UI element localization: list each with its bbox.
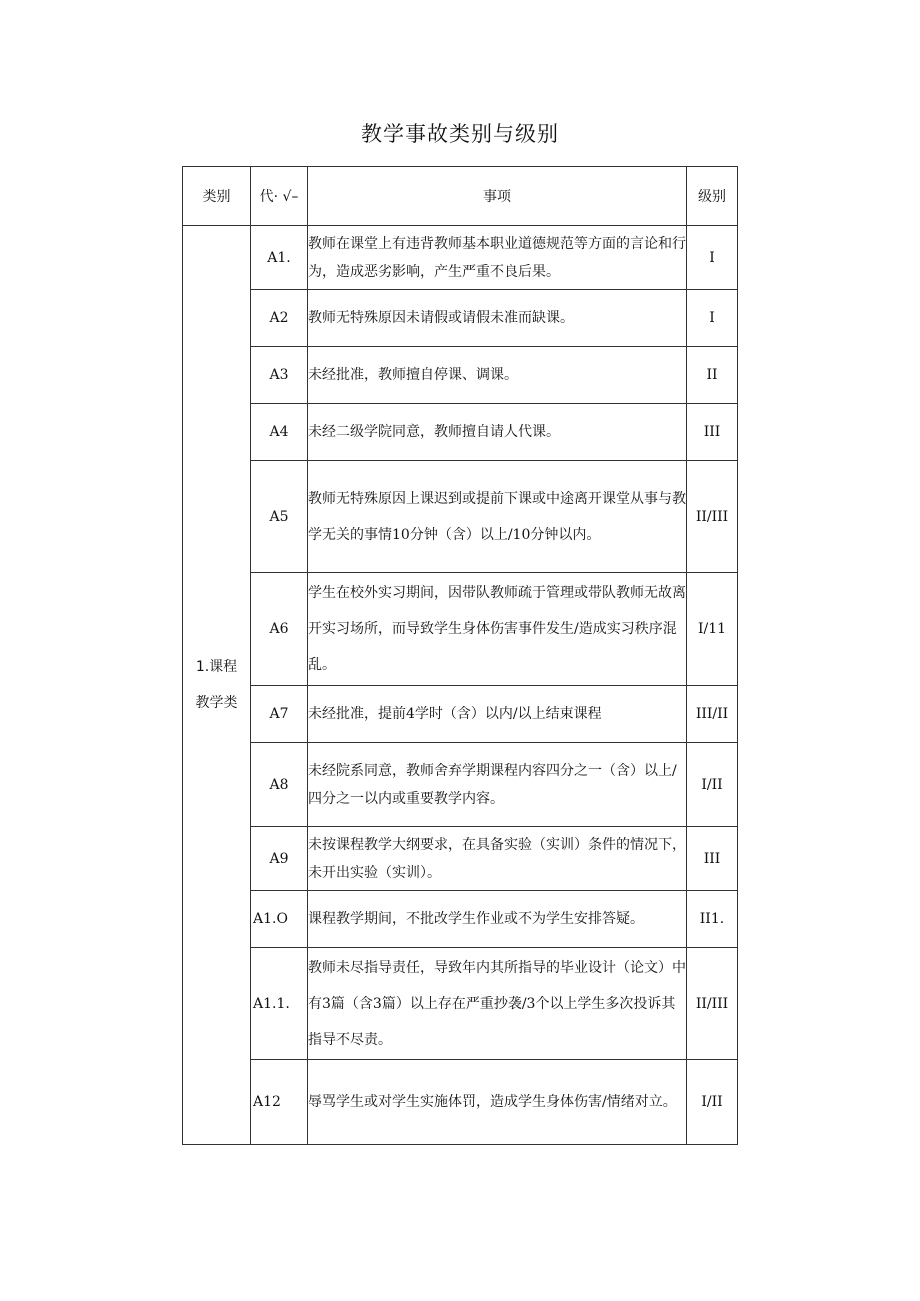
page-title: 教学事故类别与级别 [361, 122, 559, 146]
table-row [183, 686, 738, 743]
table-row [183, 404, 738, 461]
level-cell: III [687, 404, 738, 461]
item-cell: 未经二级学院同意，教师擅自请人代课。 [308, 404, 687, 461]
item-cell: 课程教学期间，不批改学生作业或不为学生安排答疑。 [308, 891, 687, 948]
item-cell: 教师在课堂上有违背教师基本职业道德规范等方面的言论和行为，造成恶劣影响，产生严重不良后果。 [308, 226, 687, 290]
level-cell: I/11 [687, 573, 738, 686]
item-cell: 未经院系同意，教师舍弃学期课程内容四分之一（含）以上/四分之一以内或重要教学内容。 [308, 743, 687, 827]
code-cell: A5 [251, 461, 308, 573]
code-cell: A4 [251, 404, 308, 461]
code-cell: A12 [251, 1060, 308, 1145]
code-cell: A1. [251, 226, 308, 290]
level-cell: II/III [687, 948, 738, 1060]
code-cell: A7 [251, 686, 308, 743]
code-cell: A6 [251, 573, 308, 686]
code-cell: A1.1. [251, 948, 308, 1060]
header-code: 代· √– [251, 167, 308, 226]
code-cell: A1.O [251, 891, 308, 948]
level-cell: I/II [687, 1060, 738, 1145]
item-cell: 辱骂学生或对学生实施体罚，造成学生身体伤害/情绪对立。 [308, 1060, 687, 1145]
header-item: 事项 [308, 167, 687, 226]
category-line1: 1.课程 [195, 659, 238, 675]
table-row [183, 891, 738, 948]
level-cell: I [687, 290, 738, 347]
item-cell: 教师无特殊原因上课迟到或提前下课或中途离开课堂从事与教学无关的事情10分钟（含）以上/10分钟以内。 [308, 461, 687, 573]
category-cell [183, 226, 251, 1145]
table-row [183, 573, 738, 686]
code-cell: A8 [251, 743, 308, 827]
code-cell: A2 [251, 290, 308, 347]
header-level: 级别 [687, 167, 738, 226]
table-row [183, 290, 738, 347]
code-cell: A9 [251, 827, 308, 891]
table-row [183, 948, 738, 1060]
table-row [183, 461, 738, 573]
level-cell: II [687, 347, 738, 404]
item-cell: 未经批准，教师擅自停课、调课。 [308, 347, 687, 404]
code-cell: A3 [251, 347, 308, 404]
item-cell: 教师无特殊原因未请假或请假未准而缺课。 [308, 290, 687, 347]
table-row [183, 347, 738, 404]
item-cell: 教师未尽指导责任，导致年内其所指导的毕业设计（论文）中有3篇（含3篇）以上存在严重抄袭/3个以上学生多次投诉其指导不尽责。 [308, 948, 687, 1060]
table-row [183, 226, 738, 290]
item-cell: 学生在校外实习期间，因带队教师疏于管理或带队教师无故离开实习场所，而导致学生身体伤害事件发生/造成实习秩序混乱。 [308, 573, 687, 686]
incident-table [182, 166, 738, 1145]
level-cell: II/III [687, 461, 738, 573]
category-line2: 教学类 [195, 695, 238, 711]
level-cell: III/II [687, 686, 738, 743]
item-cell: 未按课程教学大纲要求，在具备实验（实训）条件的情况下，未开出实验（实训）。 [308, 827, 687, 891]
level-cell: III [687, 827, 738, 891]
level-cell: I/II [687, 743, 738, 827]
table-row [183, 827, 738, 891]
level-cell: I [687, 226, 738, 290]
table-header-row [183, 167, 738, 226]
level-cell: II1. [687, 891, 738, 948]
table-row [183, 743, 738, 827]
table-row [183, 1060, 738, 1145]
header-category: 类别 [183, 167, 251, 226]
item-cell: 未经批准，提前4学时（含）以内/以上结束课程 [308, 686, 687, 743]
